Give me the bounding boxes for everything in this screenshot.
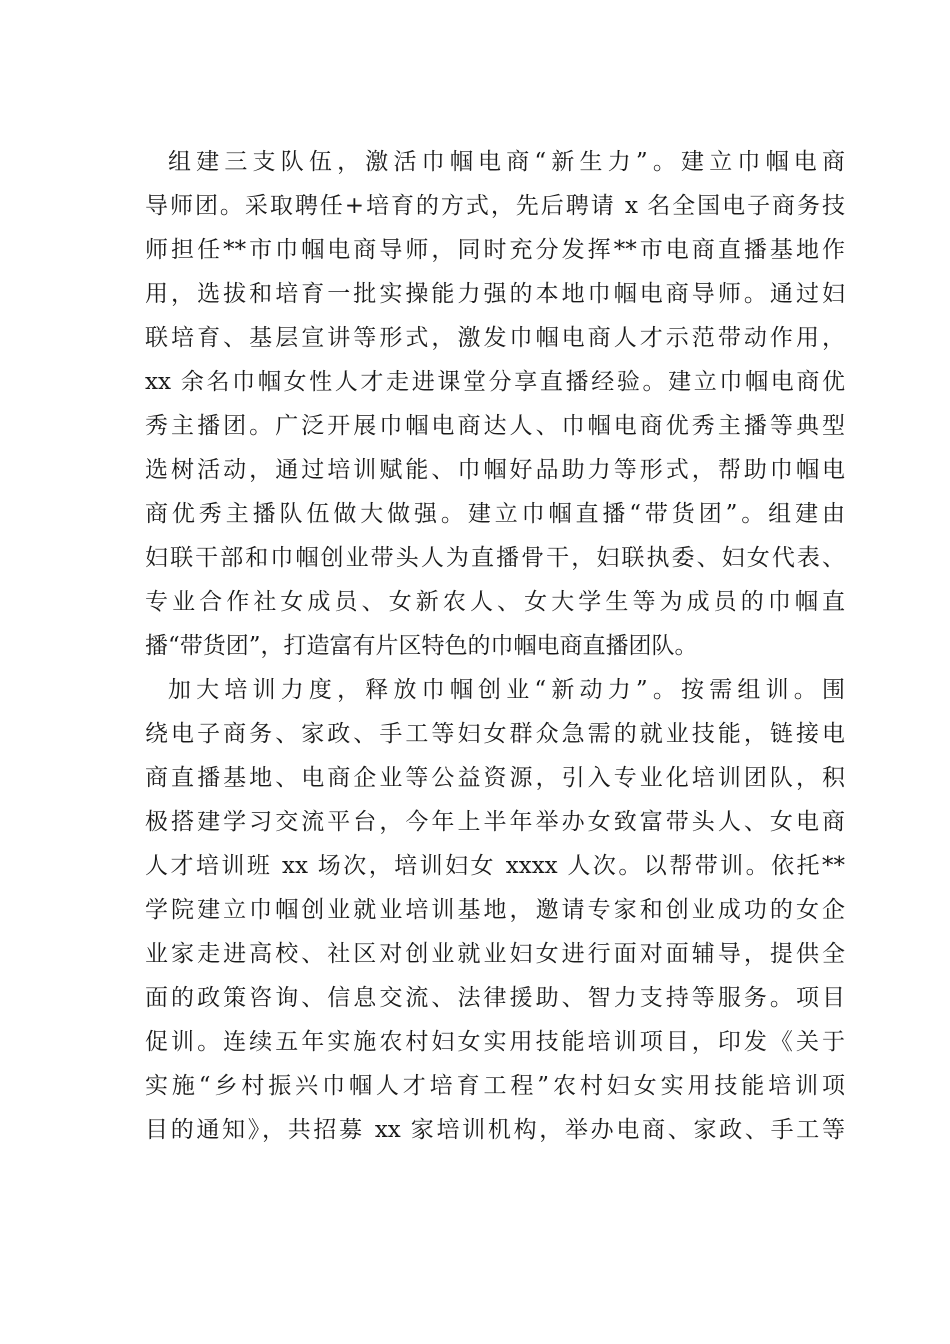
text-line: 组建三支队伍，激活巾帼电商“新生力”。建立巾帼电商 [168, 149, 845, 175]
text-line: 秀主播团。广泛开展巾帼电商达人、巾帼电商优秀主播等典型 [145, 413, 845, 439]
text-line: 选树活动，通过培训赋能、巾帼好品助力等形式，帮助巾帼电 [145, 457, 845, 483]
text-line: 妇联干部和巾帼创业带头人为直播骨干，妇联执委、妇女代表、 [145, 545, 845, 571]
text-line: 导师团。采取聘任+培育的方式，先后聘请 x 名全国电子商务技 [145, 193, 845, 219]
text-line: 用，选拔和培育一批实操能力强的本地巾帼电商导师。通过妇 [145, 281, 845, 307]
text-line: 实施“乡村振兴巾帼人才培育工程”农村妇女实用技能培训项 [145, 1073, 845, 1099]
text-line: 目的通知》，共招募 xx 家培训机构，举办电商、家政、手工等 [145, 1117, 845, 1143]
text-line: 业家走进高校、社区对创业就业妇女进行面对面辅导，提供全 [145, 941, 845, 967]
text-line: xx 余名巾帼女性人才走进课堂分享直播经验。建立巾帼电商优 [145, 369, 845, 395]
text-line: 加大培训力度，释放巾帼创业“新动力”。按需组训。围 [168, 677, 845, 703]
paragraph-2 [145, 668, 845, 1152]
text-line: 人才培训班 xx 场次，培训妇女 xxxx 人次。以帮带训。依托** [145, 853, 845, 879]
text-line: 学院建立巾帼创业就业培训基地，邀请专家和创业成功的女企 [145, 897, 845, 923]
text-line: 绕电子商务、家政、手工等妇女群众急需的就业技能，链接电 [145, 721, 845, 747]
paragraph-1 [145, 140, 845, 668]
text-line: 商优秀主播队伍做大做强。建立巾帼直播“带货团”。组建由 [145, 501, 845, 527]
text-line: 促训。连续五年实施农村妇女实用技能培训项目，印发《关于 [145, 1029, 845, 1055]
text-line: 商直播基地、电商企业等公益资源，引入专业化培训团队，积 [145, 765, 845, 791]
text-line: 联培育、基层宣讲等形式，激发巾帼电商人才示范带动作用， [145, 325, 845, 351]
document-body [145, 140, 845, 1152]
text-line: 面的政策咨询、信息交流、法律援助、智力支持等服务。项目 [145, 985, 845, 1011]
text-line: 专业合作社女成员、女新农人、女大学生等为成员的巾帼直 [145, 589, 845, 615]
text-line: 师担任**市巾帼电商导师，同时充分发挥**市电商直播基地作 [145, 237, 845, 263]
text-line: 播“带货团”，打造富有片区特色的巾帼电商直播团队。 [145, 633, 698, 659]
text-line: 极搭建学习交流平台，今年上半年举办女致富带头人、女电商 [145, 809, 845, 835]
